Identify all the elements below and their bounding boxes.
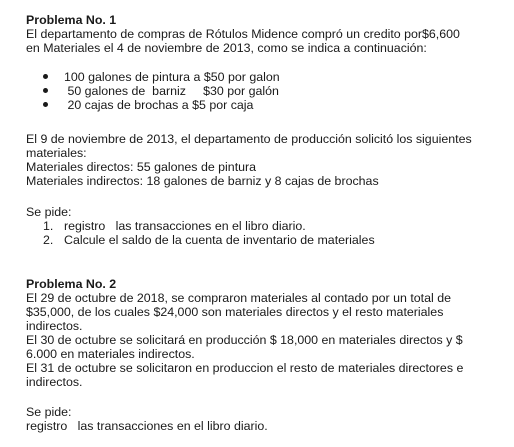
problema-1-se-pide: Se pide:: [26, 205, 72, 219]
materials-list-item-2: 50 galones de barniz $30 por galón: [64, 84, 279, 98]
bullet-icon: [43, 102, 48, 107]
problema-1-paragraph-line-2: materiales:: [26, 146, 87, 160]
problema-1-paragraph-line-3: Materiales directos: 55 galones de pintura: [26, 160, 257, 174]
problema-2-title: Problema No. 2: [26, 277, 117, 291]
task-1-number: 1.: [43, 219, 54, 233]
materials-list-item-1: 100 galones de pintura a $50 por galon: [64, 70, 280, 84]
problema-2-line-4: El 30 de octubre se solicitará en producción $ 18,000 en materiales directos y $: [26, 333, 463, 347]
task-2-text: Calcule el saldo de la cuenta de inventario de materiales: [64, 233, 375, 247]
problema-1-paragraph-line-4: Materiales indirectos: 18 galones de barniz y 8 cajas de brochas: [26, 174, 379, 188]
problema-2-line-5: 6.000 en materiales indirectos.: [26, 347, 195, 361]
problema-1-title: Problema No. 1: [26, 13, 117, 27]
problema-2-task: registro las transacciones en el libro diario.: [26, 419, 268, 433]
problema-2-line-2: $35,000, de los cuales $24,000 son materiales directos y el resto materiales: [26, 305, 444, 319]
materials-list-item-3: 20 cajas de brochas a $5 por caja: [64, 98, 254, 112]
problema-1-intro-line-2: en Materiales el 4 de noviembre de 2013, como se indica a continuación:: [26, 41, 427, 55]
task-1-text: registro las transacciones en el libro diario.: [64, 219, 306, 233]
task-2-number: 2.: [43, 233, 54, 247]
problema-1-intro-line-1: El departamento de compras de Rótulos Midence compró un credito por$6,600: [26, 27, 460, 41]
bullet-icon: [43, 88, 48, 93]
problema-2-line-7: indirectos.: [26, 375, 83, 389]
problema-2-line-6: El 31 de octubre se solicitaron en produccion el resto de materiales directores e: [26, 361, 464, 375]
problema-2-se-pide: Se pide:: [26, 405, 72, 419]
bullet-icon: [43, 74, 48, 79]
problema-2-line-1: El 29 de octubre de 2018, se compraron materiales al contado por un total de: [26, 291, 451, 305]
problema-1-paragraph-line-1: El 9 de noviembre de 2013, el departamento de producción solicitó los siguientes: [26, 132, 472, 146]
problema-2-line-3: indirectos.: [26, 319, 83, 333]
